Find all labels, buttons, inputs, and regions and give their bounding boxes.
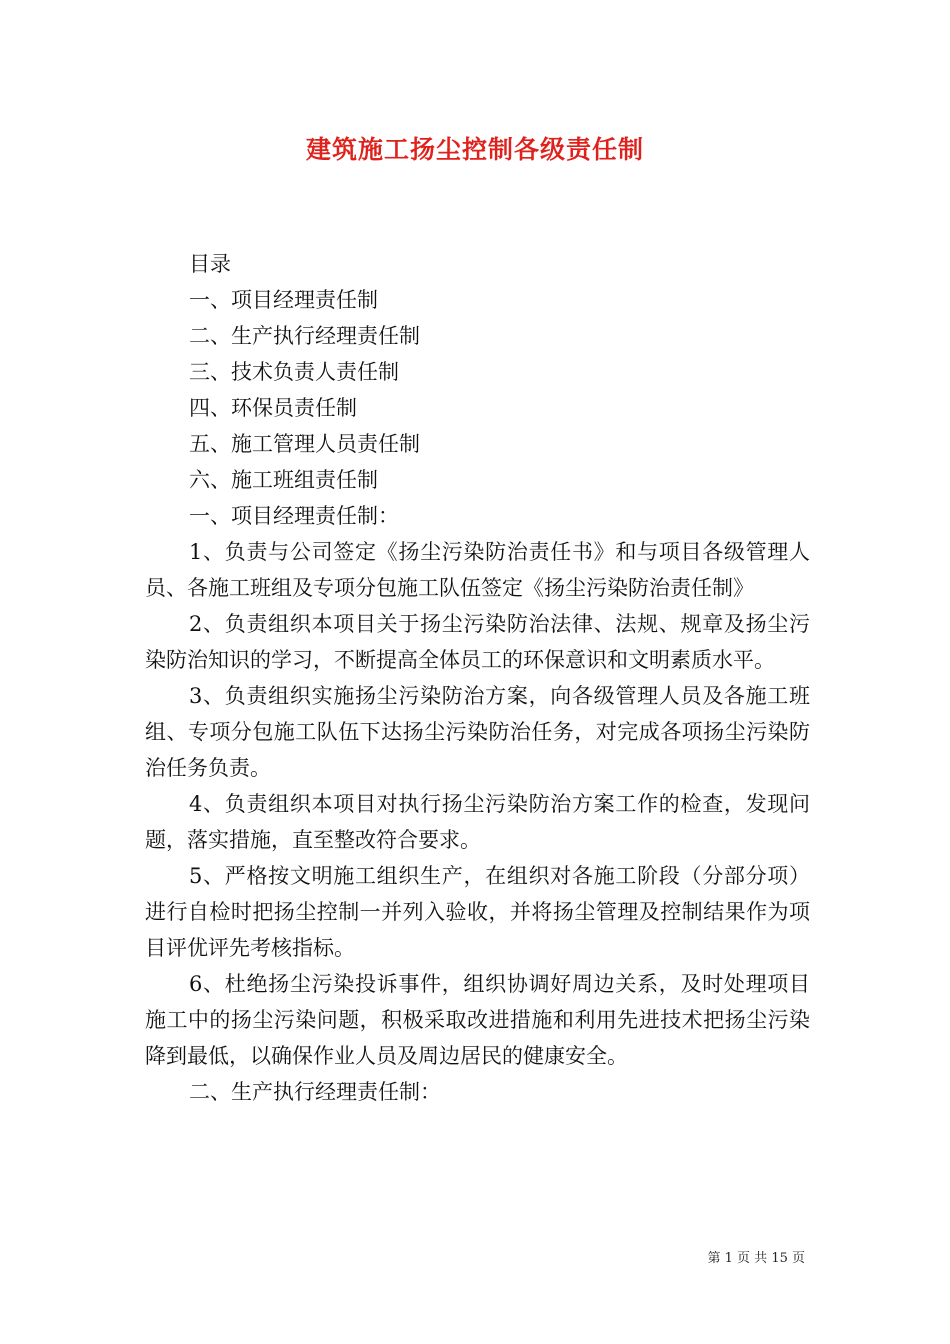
paragraph: 3、负责组织实施扬尘污染防治方案，向各级管理人员及各施工班组、专项分包施工队伍下达扬尘污染防治任务，对完成各项扬尘污染防治任务负责。 [145,684,810,780]
toc-item: 五、施工管理人员责任制 [189,432,420,456]
document-body [145,246,810,1110]
toc-item: 六、施工班组责任制 [189,468,378,492]
section-heading: 一、项目经理责任制： [189,504,399,528]
toc-item: 二、生产执行经理责任制 [189,324,420,348]
toc-heading: 目录 [189,252,231,276]
page-indicator: 第 1 页 共 15 页 [707,1251,805,1266]
toc-item: 一、项目经理责任制 [189,288,378,312]
paragraph: 1、负责与公司签定《扬尘污染防治责任书》和与项目各级管理人员、各施工班组及专项分包施工队伍签定《扬尘污染防治责任制》 [145,540,810,600]
toc-item: 三、技术负责人责任制 [189,360,399,384]
paragraph: 5、严格按文明施工组织生产，在组织对各施工阶段（分部分项）进行自检时把扬尘控制一并列入验收，并将扬尘管理及控制结果作为项目评优评先考核指标。 [145,864,810,960]
paragraph: 2、负责组织本项目关于扬尘污染防治法律、法规、规章及扬尘污染防治知识的学习，不断提高全体员工的环保意识和文明素质水平。 [145,612,810,672]
paragraph: 4、负责组织本项目对执行扬尘污染防治方案工作的检查，发现问题，落实措施，直至整改符合要求。 [145,792,810,852]
paragraph: 6、杜绝扬尘污染投诉事件，组织协调好周边关系，及时处理项目施工中的扬尘污染问题，积极采取改进措施和利用先进技术把扬尘污染降到最低，以确保作业人员及周边居民的健康安全。 [145,972,810,1068]
section-heading: 二、生产执行经理责任制： [189,1080,441,1104]
document-title: 建筑施工扬尘控制各级责任制 [305,135,644,164]
toc-item: 四、环保员责任制 [189,396,357,420]
